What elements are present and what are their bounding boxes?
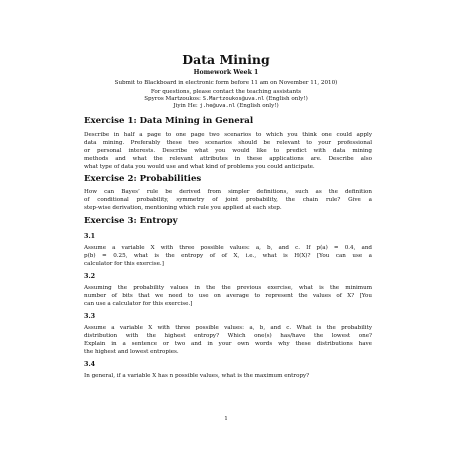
exercise2-text: [84, 188, 372, 212]
text-line: In general, if a variable X has n possible values, what is the maximum entropy?: [84, 373, 310, 379]
text-line: calculator for this exercise.]: [84, 261, 164, 268]
exercise1-heading: Exercise 1: Data Mining in General: [84, 116, 254, 126]
text-line: How can Bayes’ rule be derived from simpler definitions, such as the definition: [84, 189, 372, 195]
ta1-email: S.Martzoukos@uva.nl: [202, 96, 265, 102]
section-3-2-text: [84, 284, 372, 308]
text-line: of conditional probability, symmetry of joint probability, the chain rule? Give a: [84, 197, 372, 204]
text-line: data mining. Preferably these two scenarios should be relevant to your professional: [84, 140, 372, 147]
ta-contact-2: [0, 103, 452, 109]
exercise1-text: [84, 131, 372, 171]
text-line: Describe in half a page to one page two scenarios to which you think one could apply: [84, 132, 372, 138]
section-3-4-label: 3.4: [84, 360, 96, 368]
ta2-name: Jiyin He:: [173, 103, 198, 109]
section-3-3-text: [84, 324, 372, 356]
text-line: Assume a variable X with three possible values: a, b, and c. What is the probability: [84, 325, 372, 331]
text-line: Assume a variable X with three possible values: a, b, and c. If p(a) = 0.4, and: [84, 245, 372, 251]
text-line: step-wise derivation, mentioning which rule you applied at each step.: [84, 205, 282, 212]
text-line: number of bits that we need to use on average to represent the values of X? [You: [84, 293, 372, 300]
document-subtitle: Homework Week 1: [193, 69, 259, 76]
page-number: 1: [224, 416, 228, 422]
text-line: methods and what the relevant attributes in these applications are. Describe also: [84, 156, 372, 163]
text-line: can use a calculator for this exercise.]: [84, 301, 193, 308]
text-line: what type of data you would use and what kind of problems you could anticipate.: [84, 164, 315, 171]
ta1-note: (English only!): [266, 96, 308, 102]
text-line: p(b) = 0.25, what is the entropy of of X, i.e., what is H(X)? [You can use a: [84, 253, 372, 260]
section-3-2-label: 3.2: [84, 272, 96, 280]
section-3-4-text: [84, 372, 372, 380]
exercise3-heading: Exercise 3: Entropy: [84, 216, 178, 226]
ta-contact-1: [0, 96, 452, 102]
section-3-1-text: [84, 244, 372, 268]
document-title: Data Mining: [182, 52, 270, 67]
text-line: Explain in a sentence or two and in your own words why these distributions have: [84, 341, 372, 348]
text-line: or personal interests. Describe what you would like to predict with data mining: [84, 148, 372, 155]
ta2-email: j.he@uva.nl: [199, 103, 236, 109]
section-3-1-label: 3.1: [84, 232, 96, 240]
submission-note: Submit to Blackboard in electronic form before 11 am on November 11, 2010): [114, 80, 338, 86]
contact-note: For questions, please contact the teaching assistants: [150, 89, 302, 95]
ta1-name: Spyros Martzoukos:: [144, 96, 201, 102]
text-line: Assuming the probability values in the the previous exercise, what is the minimum: [84, 285, 372, 291]
section-3-3-label: 3.3: [84, 312, 96, 320]
ta2-note: (English only!): [237, 103, 279, 109]
text-line: distribution with the highest entropy? Which one(s) has/have the lowest one?: [84, 333, 372, 340]
exercise2-heading: Exercise 2: Probabilities: [84, 174, 202, 184]
text-line: the highest and lowest entropies.: [84, 349, 179, 356]
